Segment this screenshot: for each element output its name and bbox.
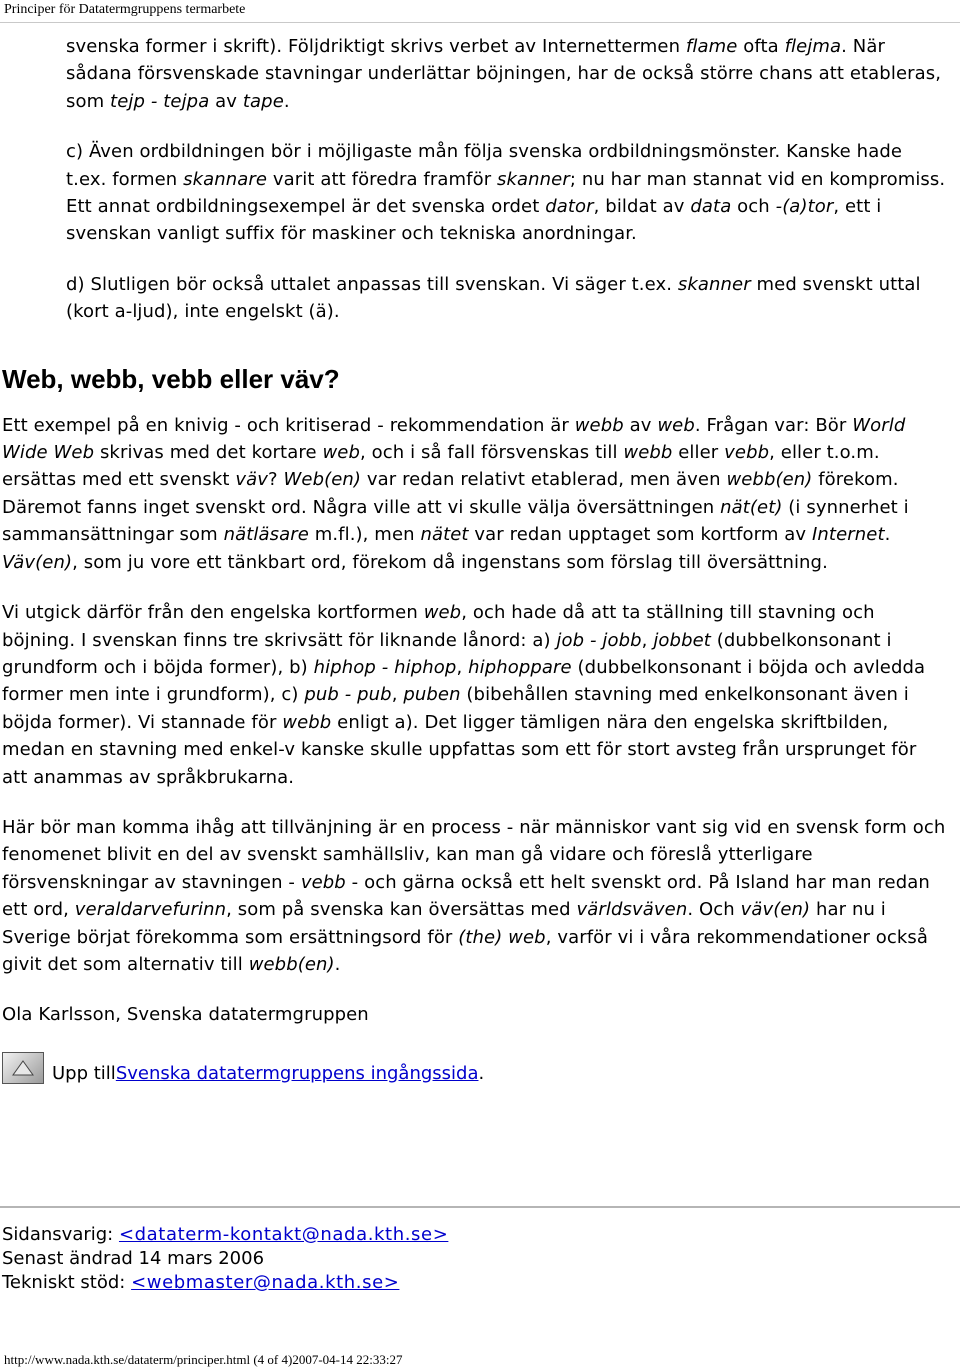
text-run: , och i så fall försvenskas till xyxy=(359,442,624,464)
up-arrow-icon[interactable] xyxy=(2,1052,44,1084)
text-run: . xyxy=(884,524,891,546)
italic-term: -(a)tor xyxy=(775,196,834,218)
italic-term: Internet xyxy=(812,524,885,546)
text-run: har nu i Sverige börjat förekomma som ersättningsord för xyxy=(2,899,886,948)
italic-term: världsväven xyxy=(576,899,688,921)
text-run: d) Slutligen bör också uttalet anpassas till svenskan. Vi säger t.ex. xyxy=(66,273,678,295)
italic-term: pub - pub xyxy=(304,684,392,706)
text-run: , xyxy=(456,656,469,678)
text-run: , xyxy=(641,629,654,651)
responsible-label: Sidansvarig: xyxy=(2,1224,119,1245)
text-run: varit att föredra framför xyxy=(267,168,498,190)
italic-term: flejma xyxy=(784,36,842,57)
text-run: (dubbelkonsonant i böjda och avledda former men inte i grundform), c) xyxy=(2,656,926,706)
italic-term: flame xyxy=(685,36,738,57)
italic-term: tape xyxy=(242,90,284,112)
italic-term: väv(en) xyxy=(740,899,811,921)
italic-term: Web(en) xyxy=(283,469,362,491)
text-run: (bibehållen stavning med enkelkonsonant även i böjda former). Vi stannade för xyxy=(2,684,909,733)
text-run: . xyxy=(283,90,290,112)
italic-term: veraldarvefurinn xyxy=(74,899,227,921)
italic-term: dator xyxy=(545,196,594,218)
text-run: förekom. Däremot fanns inget svenskt ord. Några ville att vi skulle välja översättningen xyxy=(2,469,899,518)
paragraph-3 xyxy=(66,271,946,326)
section-heading: Web, webb, vebb eller väv? xyxy=(2,363,340,394)
italic-term: puben xyxy=(403,684,461,706)
paragraph-5 xyxy=(2,599,946,791)
text-run: - och gärna också ett helt svenskt ord. På Island har man redan ett ord, xyxy=(2,871,930,921)
text-run: ? xyxy=(268,469,284,491)
text-run: c) Även ordbildningen bör i möjligaste mån följa svenska ordbildningsmönster. Kanske hade t.ex. formen xyxy=(66,141,903,190)
responsible-email-link[interactable]: <dataterm-kontakt@nada.kth.se> xyxy=(118,1224,449,1245)
signature xyxy=(2,1223,448,1295)
italic-term: web xyxy=(657,414,695,436)
italic-term: nätet xyxy=(420,524,469,546)
text-run: , ett i svenskan vanligt suffix för maskiner och tekniska anordningar. xyxy=(66,196,882,245)
text-run: (i synnerhet i sammansättningar som xyxy=(2,496,909,546)
paragraph-6 xyxy=(2,814,946,978)
text-run: av xyxy=(209,90,243,112)
paragraph-2 xyxy=(66,138,946,248)
text-run: Här bör man komma ihåg att tillvänjning är en process - när människor vant sig vid en svensk form och fenomenet blivit en del av svenskt samhällsliv, kan man gå vidare och föreslå ytterligare försvenskningar av stavningen - xyxy=(2,816,946,893)
italic-term: skanner xyxy=(497,168,570,190)
text-run: enligt a). Det ligger tämligen nära den engelska skriftbilden, medan en stavning med enkel-v kanske skulle uppfattas som ett för stort avsteg från ursprunget för att anammas av språkbrukarna. xyxy=(2,711,917,788)
text-run: , bildat av xyxy=(593,196,691,218)
italic-term: vebb xyxy=(724,442,770,464)
italic-term: väv xyxy=(235,469,269,491)
text-run: . När sådana försvenskade stavningar underlättar böjningen, har de också större chans att etableras, som xyxy=(66,36,942,112)
page-footer-url: http://www.nada.kth.se/dataterm/principer.html (4 of 4)2007-04-14 22:33:27 xyxy=(4,1352,403,1367)
italic-term: Väv(en) xyxy=(2,551,73,573)
text-run: , som på svenska kan översättas med xyxy=(226,899,577,921)
text-run: ; nu har man stannat vid en kompromiss. Ett annat ordbildningsexempel är det svenska ordet xyxy=(66,168,946,218)
italic-term: World Wide Web xyxy=(2,414,906,464)
text-run: Vi utgick därför från den engelska kortformen xyxy=(2,602,424,624)
italic-term: webb(en) xyxy=(726,469,813,491)
text-run: (dubbelkonsonant i grundform och i böjda former), b) xyxy=(2,629,892,678)
last-changed: Senast ändrad 14 mars 2006 xyxy=(2,1248,265,1269)
text-run: . Frågan var: Bör xyxy=(694,414,853,436)
paragraph-1 xyxy=(66,33,946,115)
italic-term: webb xyxy=(282,711,332,733)
italic-term: vebb xyxy=(300,871,346,893)
italic-term: webb xyxy=(574,414,624,436)
home-link[interactable]: Svenska datatermgruppens ingångssida xyxy=(115,1062,479,1084)
text-run: , varför vi i våra rekommendationer också givit det som alternativ till xyxy=(2,926,929,975)
text-run: var redan upptaget som kortform av xyxy=(468,524,813,546)
italic-term: web xyxy=(423,602,462,624)
author-line: Ola Karlsson, Svenska datatermgruppen xyxy=(2,1004,369,1026)
up-navigation xyxy=(2,1052,946,1084)
header-divider xyxy=(0,22,960,23)
italic-term: webb(en) xyxy=(248,953,335,975)
text-run: . xyxy=(334,953,341,975)
text-run: , eller t.o.m. ersättas med ett svenskt xyxy=(2,442,880,491)
document-body xyxy=(2,33,946,1084)
italic-term: hiphoppare xyxy=(468,656,572,678)
text-run: , och hade då att ta ställning till stavning och böjning. I svenskan finns tre skrivsätt för liknande lånord: a) xyxy=(2,602,875,651)
text-run: svenska former i skrift). Följdriktigt skrivs verbet av Internettermen xyxy=(66,36,686,57)
text-run: var redan relativt etablerad, men även xyxy=(361,469,727,491)
italic-term: webb xyxy=(623,442,673,464)
italic-term: (the) web xyxy=(458,926,546,948)
text-run: med svenskt uttal (kort a-ljud), inte engelskt (ä). xyxy=(66,273,921,323)
italic-term: jobbet xyxy=(653,629,711,651)
italic-term: job - jobb xyxy=(556,629,642,651)
italic-term: nätläsare xyxy=(223,524,309,546)
text-run: eller xyxy=(672,442,725,464)
up-prefix: Upp till xyxy=(52,1062,116,1084)
italic-term: nät(et) xyxy=(720,496,783,518)
text-run: Ett exempel på en knivig - och kritiserad - rekommendation är xyxy=(2,414,575,436)
text-run: ofta xyxy=(737,36,785,57)
italic-term: skannare xyxy=(183,168,268,190)
italic-term: hiphop - hiphop xyxy=(313,656,457,678)
text-run: och xyxy=(731,196,776,218)
text-run: m.fl.), men xyxy=(308,524,421,546)
italic-term: data xyxy=(690,196,732,218)
paragraph-4 xyxy=(2,412,946,576)
tech-support-email-link[interactable]: <webmaster@nada.kth.se> xyxy=(131,1272,400,1293)
window-title: Principer för Datatermgruppens termarbete xyxy=(4,2,246,17)
text-run: , som ju vore ett tänkbart ord, förekom då ingenstans som förslag till översättning. xyxy=(72,551,828,573)
text-run: skrivas med det kortare xyxy=(94,442,323,464)
italic-term: tejp - tejpa xyxy=(110,90,210,112)
tech-support-label: Tekniskt stöd: xyxy=(2,1272,132,1293)
italic-term: web xyxy=(322,442,360,464)
text-run: , xyxy=(391,684,404,706)
text-run: . Och xyxy=(687,899,741,921)
italic-term: skanner xyxy=(677,273,751,295)
text-run: av xyxy=(623,414,658,436)
up-suffix: . xyxy=(478,1062,485,1084)
signature-divider xyxy=(0,1206,960,1208)
